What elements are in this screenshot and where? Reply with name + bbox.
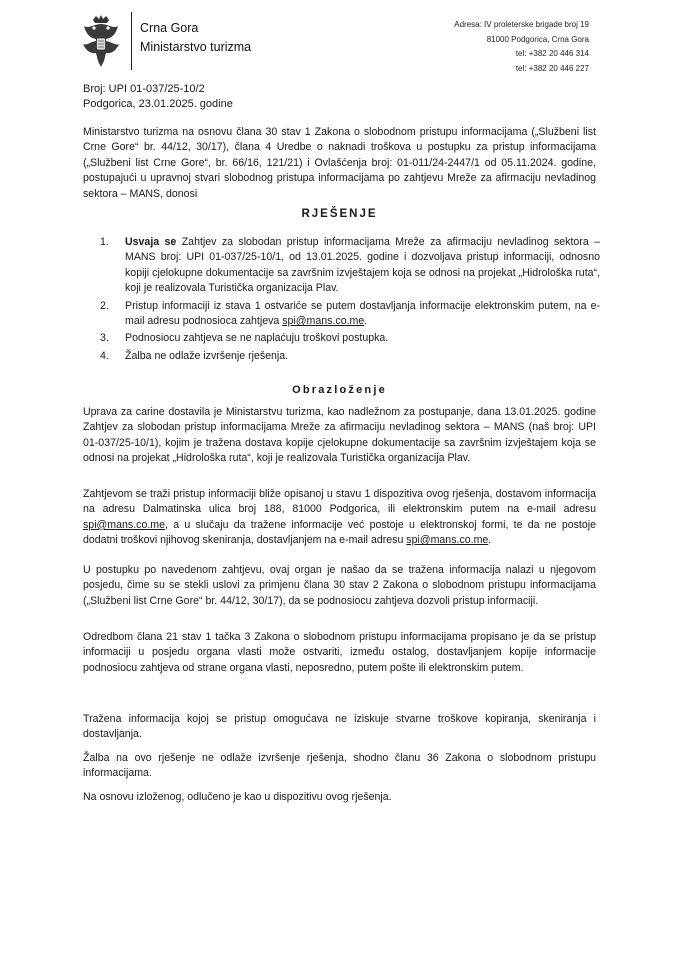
item-text: Pristup informaciji iz stava 1 ostvariće se putem dostavljanja informacije elektronskim putem, na e-mail adresu podnosioca zahtjeva: [125, 299, 600, 328]
issuer-block: [140, 19, 251, 57]
item-number: 4.: [100, 349, 109, 362]
item-bold-lead: Usvaja se: [125, 236, 177, 248]
paragraph-text: .: [488, 534, 492, 547]
reasoning-title: Obrazloženje: [292, 384, 387, 396]
email-link[interactable]: spi@mans.co.me: [406, 534, 489, 547]
reference-number: Broj: UPI 01-037/25-10/2: [83, 83, 205, 95]
reasoning-paragraph-1: Uprava za carine dostavila je Ministarstvu turizma, kao nadležnom za postupanje, dana 13.01.2025. godine Zahtjev za slobodan pristup informacijama Mreže za afirmaciju nevladinog sektora – MANS (naš broj: UPI 01-037/25-10/1), kojim je tražena dostava kopije cjelokupne dokumentacije sa završnim izvještajem koja se odnosi na projekat „Hidrološka ruta“, koji je realizovala Turistička organizacija Plav.: [83, 406, 596, 465]
reasoning-paragraph-7: Na osnovu izloženog, odlučeno je kao u dispozitivu ovog rješenja.: [83, 791, 392, 803]
paragraph-text: Zahtjevom se traži pristup informaciji bliže opisanoj u stavu 1 dispozitiva ovog rješenja, dostavom informacija na adresu Dalmatinska ulica broj 188, 81000 Podgorica, ili elektronskim putem na e-mail adresu: [83, 488, 596, 516]
paragraph-text: , a u slučaju da tražene informacije već postoje u elektronskoj formi, te da ne postoje dodatni troškovi njihovog skeniranja, dostavljanjem na e-mail adresu: [83, 518, 596, 547]
country-name: Crna Gora: [140, 21, 199, 35]
address-block: [454, 18, 589, 76]
item-text: Podnosiocu zahtjeva se ne naplaćuju troškovi postupka.: [125, 332, 389, 345]
item-number: 2.: [100, 299, 109, 312]
item-text: Zahtjev za slobodan pristup informacijama Mreže za afirmaciju nevladinog sektora – MANS broj: UPI 01-037/25-10/1, od 13.01.2025. godine i dozvoljava pristup informaciji, odnosno kopiji cjelokupne dokumentacije sa završnim izvještajem koja se odnosi na projekat „Hidrološka ruta“, koji je realizovala Turistička organizacija Plav.: [125, 236, 600, 295]
item-text-end: .: [364, 315, 368, 328]
coat-of-arms-icon: [80, 14, 122, 70]
decision-list: [100, 235, 600, 366]
address-street: Adresa: IV proleterske brigade broj 19: [454, 20, 589, 29]
phone-2: tel: +382 20 446 227: [515, 63, 589, 73]
reasoning-paragraph-3: U postupku po navedenom zahtjevu, ovaj organ je našao da se tražena informacija nalazi u njegovom posjedu, čime su se stekli uslovi za primjenu člana 30 stav 2 Zakona o slobodnom pristupu informacijama („Službeni list Crne Gore“ br. 44/12, 30/17), da se podnosiocu zahtjeva dozvoli pristup informaciji.: [83, 564, 596, 607]
place-date: Podgorica, 23.01.2025. godine: [83, 98, 233, 110]
address-city: 81000 Podgorica, Crna Gora: [486, 34, 589, 44]
decision-item-3: [100, 331, 600, 346]
item-text: Žalba ne odlaže izvršenje rješenja.: [125, 349, 289, 362]
email-link[interactable]: spi@mans.co.me: [83, 518, 165, 531]
reasoning-paragraph-4: Odredbom člana 21 stav 1 tačka 3 Zakona o slobodnom pristupu informacijama propisano je da se pristup informaciji u posjedu organa vlasti može ostvariti, između ostalog, dostavljanjem kopije informacije podnosiocu zahtjeva od strane organa vlasti, neposredno, putem pošte ili elektronskim putem.: [83, 631, 596, 674]
item-number: 1.: [100, 236, 109, 248]
decision-title: RJEŠENJE: [301, 208, 378, 220]
intro-paragraph: Ministarstvo turizma na osnovu člana 30 stav 1 Zakona o slobodnom pristupu informacijama („Službeni list Crne Gore“ br. 44/12, 30/17), člana 4 Uredbe o naknadi troškova u postupku za pristup informacijama („Službeni list Crne Gore“, br. 66/16, 121/21) i Ovlašćenja broj: 01-011/24-2447/1 od 05.11.2024. godine, postupajući u upravnoj stvari slobodnog pristupa informacijama po zahtjevu Mreže za afirmaciju nevladinog sektora – MANS, donosi: [83, 126, 596, 200]
header-divider: [131, 12, 132, 70]
reference-block: [83, 82, 233, 112]
ministry-name: Ministarstvo turizma: [140, 40, 252, 54]
reasoning-paragraph-5: Tražena informacija kojoj se pristup omogućava ne iziskuje stvarne troškove kopiranja, skeniranja i dostavljanja.: [83, 713, 596, 741]
decision-item-2: [100, 299, 600, 330]
phone-1: tel: +382 20 446 314: [515, 49, 589, 58]
decision-item-4: [100, 349, 600, 364]
reasoning-paragraph-2: [83, 487, 596, 549]
item-number: 3.: [100, 332, 109, 345]
reasoning-paragraph-6: Žalba na ovo rješenje ne odlaže izvršenje rješenja, shodno članu 36 Zakona o slobodnom pristupu informacijama.: [83, 752, 596, 780]
email-link[interactable]: spi@mans.co.me: [282, 315, 365, 328]
decision-item-1: [100, 235, 600, 297]
